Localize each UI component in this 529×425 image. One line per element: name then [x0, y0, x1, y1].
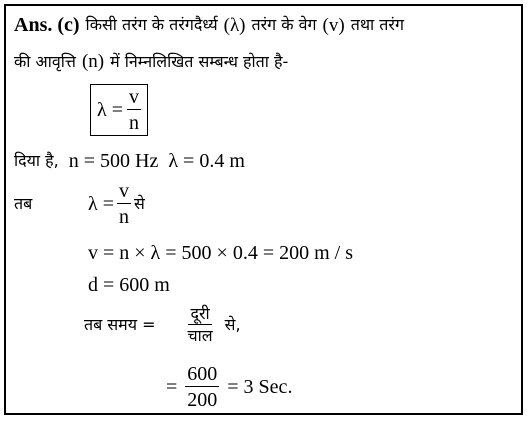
step1-equation — [88, 181, 145, 227]
formula-denominator: n — [128, 112, 139, 134]
frequency-symbol: (n) — [81, 51, 105, 72]
answer-card — [4, 4, 523, 415]
intro-text-4: की आवृत्ति — [14, 51, 76, 71]
step1-suffix: से — [133, 194, 145, 213]
given-label: दिया है, — [14, 151, 59, 170]
step5-equation — [166, 364, 292, 410]
step2-equation: v = n × λ = 500 × 0.4 = 200 m / s — [88, 242, 353, 264]
step5-result: = 3 Sec. — [227, 376, 293, 398]
formula-fraction — [127, 87, 141, 133]
velocity-symbol: (v) — [322, 14, 345, 36]
step1-fraction — [117, 181, 131, 227]
intro-text-1: किसी तरंग के तरंगदैर्ध्य — [85, 15, 218, 34]
lambda-symbol: (λ) — [223, 14, 246, 36]
formula-lhs: λ = — [97, 99, 123, 121]
step5-denominator: 200 — [187, 389, 218, 411]
given-line — [14, 151, 245, 171]
step1-denominator: n — [118, 206, 129, 228]
step4-suffix: से, — [224, 315, 241, 334]
intro-line-1 — [14, 15, 404, 35]
step1-label: तब — [14, 194, 33, 213]
step3-equation: d = 600 m — [88, 274, 170, 296]
step5-fraction — [185, 364, 219, 410]
step5-numerator: 600 — [187, 363, 218, 385]
step1-numerator: v — [118, 180, 129, 202]
step5-equals: = — [166, 376, 178, 398]
given-n-value: n = 500 Hz — [68, 150, 159, 172]
given-lambda-value: λ = 0.4 m — [168, 150, 245, 172]
intro-text-2: तरंग के वेग — [251, 15, 317, 34]
step4-numerator: दूरी — [190, 304, 210, 323]
step4-denominator: चाल — [187, 326, 213, 345]
answer-label: Ans. (c) — [14, 14, 80, 36]
intro-line-2 — [14, 52, 288, 71]
intro-text-3: तथा तरंग — [350, 15, 404, 34]
formula-numerator: v — [128, 86, 139, 108]
intro-text-5: में निम्नलिखित सम्बन्ध होता है- — [110, 51, 289, 71]
step4-label: तब समय = — [84, 315, 156, 334]
formula-box — [90, 84, 148, 136]
step4-fraction — [188, 306, 213, 344]
step1-lhs: λ = — [88, 193, 114, 215]
step4-equation — [84, 306, 241, 344]
